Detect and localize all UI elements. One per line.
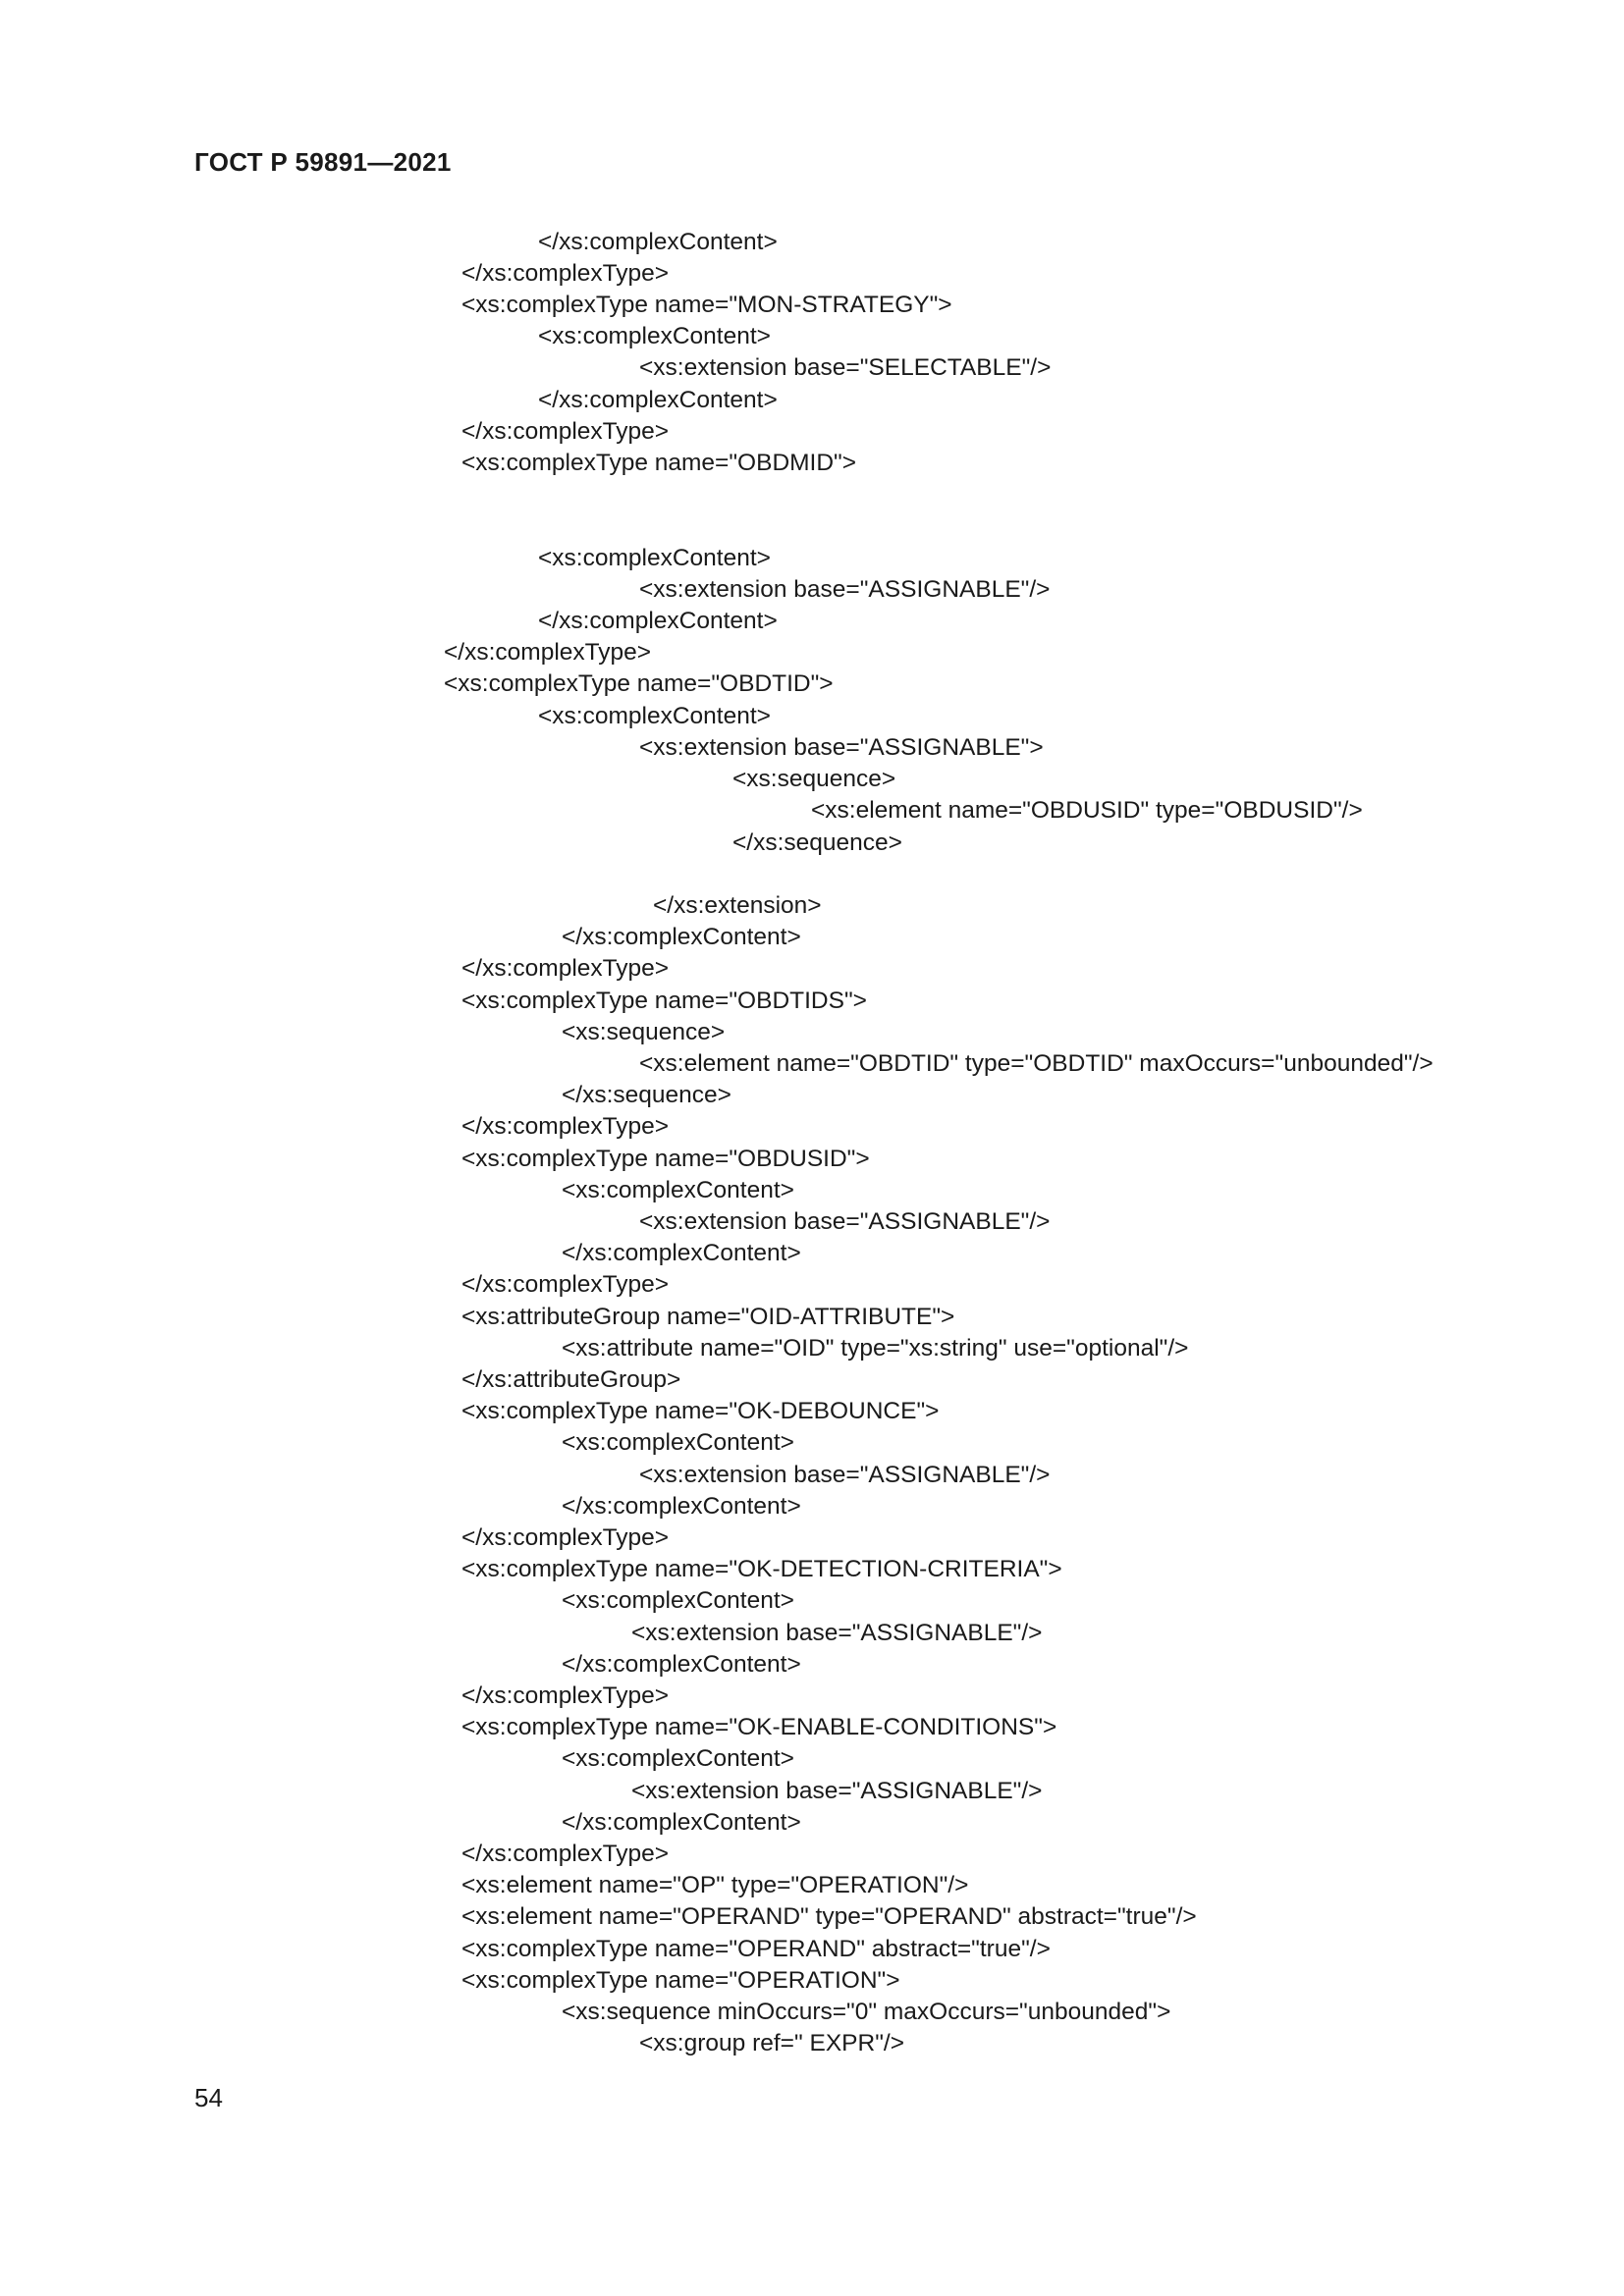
code-line: </xs:extension> xyxy=(653,892,822,919)
code-line: </xs:complexType> xyxy=(461,260,670,287)
code-line: <xs:extension base="ASSIGNABLE"/> xyxy=(631,1778,1043,1804)
code-line: <xs:complexContent> xyxy=(562,1429,794,1456)
document-header: ГОСТ Р 59891—2021 xyxy=(194,147,452,177)
code-line: <xs:complexType name="OK-ENABLE-CONDITIONS"> xyxy=(461,1714,1057,1740)
code-line: <xs:attribute name="OID" type="xs:string" use="optional"/> xyxy=(562,1335,1189,1362)
code-line: </xs:complexType> xyxy=(444,639,652,666)
code-line: <xs:complexType name="OPERATION"> xyxy=(461,1967,900,1994)
code-line: </xs:complexType> xyxy=(461,1113,670,1140)
code-line: </xs:sequence> xyxy=(562,1082,731,1108)
code-line: </xs:complexContent> xyxy=(562,1493,801,1520)
code-line: <xs:sequence> xyxy=(562,1019,726,1045)
code-line: </xs:attributeGroup> xyxy=(461,1366,681,1393)
code-line: </xs:complexContent> xyxy=(562,1809,801,1836)
code-line: <xs:complexContent> xyxy=(562,1587,794,1614)
code-line: </xs:complexType> xyxy=(461,1682,670,1709)
code-line: </xs:complexContent> xyxy=(538,387,778,413)
code-line: <xs:complexType name="MON-STRATEGY"> xyxy=(461,292,952,318)
code-line: <xs:complexType name="OBDTIDS"> xyxy=(461,988,867,1014)
code-line: <xs:group ref=" EXPR"/> xyxy=(639,2030,905,2056)
code-line: <xs:element name="OBDTID" type="OBDTID" maxOccurs="unbounded"/> xyxy=(639,1050,1434,1077)
code-line: <xs:complexContent> xyxy=(538,323,771,349)
code-line: <xs:complexType name="OBDTID"> xyxy=(444,670,834,697)
code-line: </xs:complexType> xyxy=(461,418,670,445)
code-line: <xs:complexType name="OK-DEBOUNCE"> xyxy=(461,1398,940,1424)
code-line: <xs:element name="OPERAND" type="OPERAND" abstract="true"/> xyxy=(461,1903,1197,1930)
code-line: <xs:attributeGroup name="OID-ATTRIBUTE"> xyxy=(461,1304,955,1330)
page-number: 54 xyxy=(194,2083,223,2112)
code-line: <xs:sequence minOccurs="0" maxOccurs="unbounded"> xyxy=(562,1999,1171,2025)
code-line: </xs:sequence> xyxy=(732,829,902,856)
code-line: </xs:complexContent> xyxy=(538,229,778,255)
code-line: <xs:extension base="ASSIGNABLE"> xyxy=(639,734,1044,761)
code-line: <xs:complexType name="OPERAND" abstract="true"/> xyxy=(461,1936,1051,1962)
code-line: </xs:complexContent> xyxy=(562,924,801,950)
code-line: <xs:element name="OP" type="OPERATION"/> xyxy=(461,1872,969,1898)
code-line: <xs:complexContent> xyxy=(538,703,771,729)
code-line: </xs:complexType> xyxy=(461,1271,670,1298)
code-line: <xs:extension base="ASSIGNABLE"/> xyxy=(631,1620,1043,1646)
code-line: <xs:extension base="ASSIGNABLE"/> xyxy=(639,576,1051,603)
code-line: </xs:complexContent> xyxy=(562,1651,801,1678)
code-line: <xs:complexType name="OK-DETECTION-CRITERIA"> xyxy=(461,1556,1062,1582)
code-line: <xs:extension base="ASSIGNABLE"/> xyxy=(639,1208,1051,1235)
code-line: </xs:complexContent> xyxy=(562,1240,801,1266)
code-line: </xs:complexType> xyxy=(461,1524,670,1551)
code-line: <xs:complexContent> xyxy=(538,545,771,571)
code-line: <xs:complexType name="OBDMID"> xyxy=(461,450,857,476)
code-line: <xs:extension base="ASSIGNABLE"/> xyxy=(639,1462,1051,1488)
code-line: <xs:extension base="SELECTABLE"/> xyxy=(639,354,1052,381)
code-line: <xs:sequence> xyxy=(732,766,896,792)
code-line: <xs:complexContent> xyxy=(562,1177,794,1203)
code-line: <xs:complexContent> xyxy=(562,1745,794,1772)
code-line: <xs:complexType name="OBDUSID"> xyxy=(461,1146,870,1172)
code-line: <xs:element name="OBDUSID" type="OBDUSID"/> xyxy=(811,797,1363,824)
code-line: </xs:complexType> xyxy=(461,955,670,982)
code-line: </xs:complexType> xyxy=(461,1841,670,1867)
code-line: </xs:complexContent> xyxy=(538,608,778,634)
